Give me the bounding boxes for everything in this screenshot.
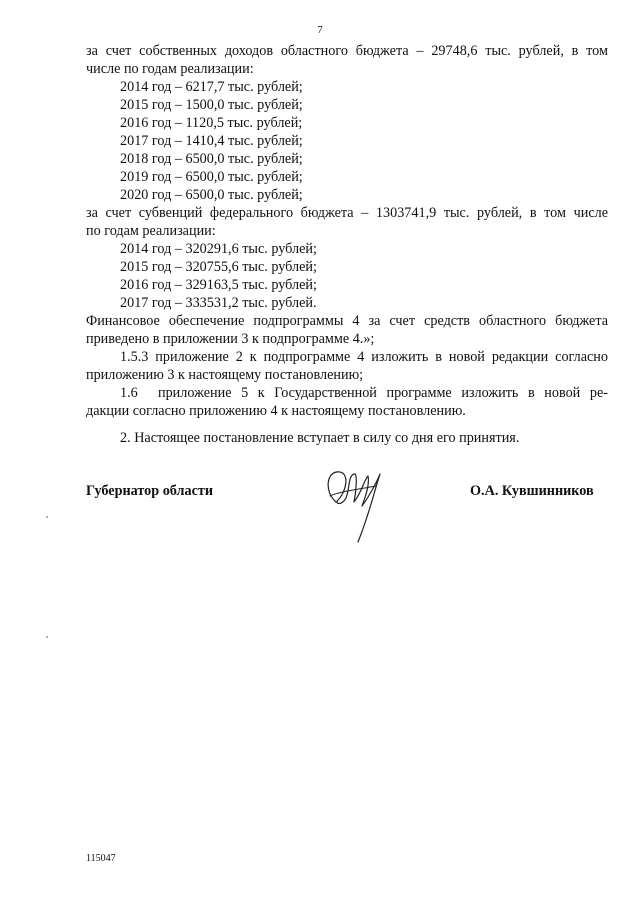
scan-artifact [46,516,48,518]
federal-year-2016: 2016 год – 329163,5 тыс. рублей; [120,277,317,293]
paragraph-1-6-text: приложение 5 к Государственной программе изложить в новой ре- [158,385,608,401]
regional-year-2016: 2016 год – 1120,5 тыс. рублей; [120,115,303,131]
body-line-federal-total: за счет субвенций федерального бюджета – 1303741,9 тыс. рублей, в том числе [86,205,608,221]
paragraph-1-6-line1 [120,384,608,402]
body-line-regional-total: за счет собственных доходов областного бюджета – 29748,6 тыс. рублей, в том [86,43,608,59]
page-number: 7 [317,24,323,36]
regional-year-2018: 2018 год – 6500,0 тыс. рублей; [120,151,303,167]
body-line-appendix-ref: приведено в приложении 3 к подпрограмме 4.»; [86,331,375,347]
federal-year-2015: 2015 год – 320755,6 тыс. рублей; [120,259,317,275]
body-line-by-years: числе по годам реализации: [86,61,254,77]
signatory-position: Губернатор области [86,483,214,499]
scan-artifact [46,636,48,638]
regional-year-2015: 2015 год – 1500,0 тыс. рублей; [120,97,303,113]
regional-year-2017: 2017 год – 1410,4 тыс. рублей; [120,133,303,149]
handwritten-signature [318,462,388,544]
regional-year-2020: 2020 год – 6500,0 тыс. рублей; [120,187,303,203]
signatory-name: О.А. Кувшинников [470,483,594,499]
paragraph-1-5-3-line2: приложению 3 к настоящему постановлению; [86,367,364,383]
federal-year-2014: 2014 год – 320291,6 тыс. рублей; [120,241,317,257]
regional-year-2014: 2014 год – 6217,7 тыс. рублей; [120,79,303,95]
regional-year-2019: 2019 год – 6500,0 тыс. рублей; [120,169,303,185]
paragraph-1-6-number: 1.6 [120,385,138,401]
federal-year-2017: 2017 год – 333531,2 тыс. рублей. [120,295,317,311]
paragraph-1-5-3-line1: 1.5.3 приложение 2 к подпрограмме 4 изложить в новой редакции согласно [120,349,608,365]
body-line-by-years-federal: по годам реализации: [86,223,216,239]
body-line-financing: Финансовое обеспечение подпрограммы 4 за счет средств областного бюджета [86,313,608,329]
paragraph-2: 2. Настоящее постановление вступает в силу со дня его принятия. [120,430,520,446]
paragraph-1-6-line2: дакции согласно приложению 4 к настоящему постановлению. [86,403,466,419]
document-code: 115047 [86,853,116,864]
